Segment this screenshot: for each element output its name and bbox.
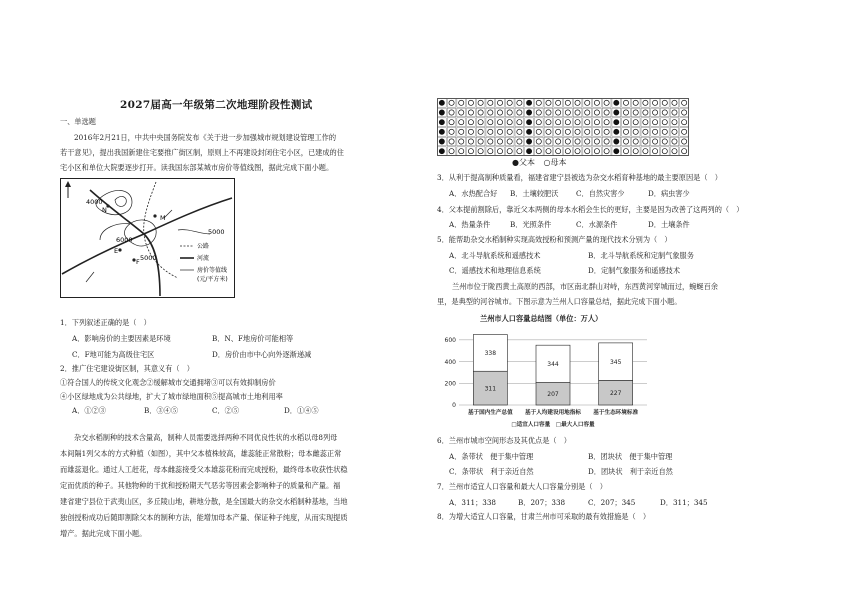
q3-stem: 3．从利于提高制种质量看，福建省建宁县被选为杂交水稻育种基地的最主要原因是（ ） bbox=[437, 173, 722, 182]
mother-plant-dot bbox=[536, 100, 541, 105]
mother-plant-dot bbox=[643, 149, 648, 154]
q2-choices-line-2: ④小区绿地成为公共绿地，扩大了城市绿地面积⑤提高城市土地利用率 bbox=[60, 392, 283, 401]
mother-plant-dot bbox=[468, 100, 473, 105]
mother-plant-dot bbox=[643, 129, 648, 134]
q6-option-d[interactable]: D．团块状 利于亲近自然 bbox=[588, 467, 673, 476]
mother-plant-dot bbox=[546, 100, 551, 105]
mother-plant-dot bbox=[507, 129, 512, 134]
mother-plant-dot bbox=[507, 100, 512, 105]
mother-plant-dot bbox=[594, 139, 599, 144]
q7-stem: 7．兰州市适宜人口容量和最大人口容量分别是（ ） bbox=[437, 482, 607, 491]
mother-plant-dot bbox=[604, 129, 609, 134]
q1-stem: 1．下列叙述正确的是（ ） bbox=[60, 318, 151, 327]
population-chart bbox=[437, 325, 657, 433]
point-e-label: E bbox=[114, 247, 119, 255]
mother-plant-dot bbox=[478, 149, 483, 154]
iso-label-5000-b: 5000 bbox=[140, 254, 157, 262]
page-title: 2027届高一年级第二次地理阶段性测试 bbox=[120, 99, 313, 111]
section-heading: 一、单选题 bbox=[60, 117, 96, 126]
mother-plant-dot bbox=[672, 120, 677, 125]
mother-plant-dot bbox=[594, 149, 599, 154]
y-tick-label: 200 bbox=[444, 380, 456, 388]
mother-plant-dot bbox=[517, 120, 522, 125]
father-plant-dot bbox=[439, 110, 444, 115]
mother-plant-dot bbox=[575, 120, 580, 125]
mother-plant-dot bbox=[468, 139, 473, 144]
mother-plant-dot bbox=[594, 129, 599, 134]
q6-stem: 6．兰州市城市空间形态及其优点是（ ） bbox=[437, 436, 571, 445]
father-plant-dot bbox=[614, 139, 619, 144]
x-category-label: 基于国内生产总值 bbox=[467, 410, 513, 416]
mother-plant-dot bbox=[604, 139, 609, 144]
mother-plant-dot bbox=[585, 100, 590, 105]
mother-plant-dot bbox=[623, 100, 628, 105]
mother-plant-dot bbox=[536, 149, 541, 154]
q1-option-a[interactable]: A．影响房价的主要因素是环境 bbox=[72, 334, 171, 343]
mother-plant-dot bbox=[459, 120, 464, 125]
mother-plant-dot bbox=[497, 110, 502, 115]
q1-option-d[interactable]: D．房价由市中心向外逐渐递减 bbox=[212, 350, 312, 359]
mother-plant-dot bbox=[623, 139, 628, 144]
q3-option-b[interactable]: B．土壤较肥沃 bbox=[510, 189, 559, 198]
father-plant-dot bbox=[526, 110, 531, 115]
mother-plant-dot bbox=[497, 139, 502, 144]
mother-plant-dot bbox=[488, 100, 493, 105]
q1-option-b[interactable]: B．N、F地房价可能相等 bbox=[212, 334, 294, 343]
mother-plant-dot bbox=[536, 120, 541, 125]
mother-plant-dot bbox=[633, 139, 638, 144]
mother-plant-dot bbox=[546, 129, 551, 134]
q5-option-d[interactable]: D．定制气象服务和遥感技术 bbox=[588, 266, 681, 275]
mother-plant-dot bbox=[633, 120, 638, 125]
mother-plant-dot bbox=[468, 120, 473, 125]
mother-plant-dot bbox=[497, 129, 502, 134]
mother-plant-dot bbox=[459, 129, 464, 134]
mother-plant-dot bbox=[497, 120, 502, 125]
mother-plant-dot bbox=[575, 139, 580, 144]
mother-plant-dot bbox=[682, 139, 687, 144]
q4-option-d[interactable]: D．土壤条件 bbox=[648, 220, 690, 229]
mother-plant-dot bbox=[662, 100, 667, 105]
mother-plant-dot bbox=[565, 100, 570, 105]
mother-plant-dot bbox=[652, 139, 657, 144]
point-m-label: M bbox=[160, 214, 166, 222]
mother-plant-dot bbox=[672, 129, 677, 134]
q4-option-c[interactable]: C．水源条件 bbox=[576, 220, 618, 229]
point-f-label: F bbox=[136, 258, 140, 266]
iso-label-4000: 4000 bbox=[86, 198, 103, 206]
intro2-line-2: 本间隔1列父本的方式种植（如图），其中父本植株较高，雄蕊能正常散粉；母本雌蕊正常 bbox=[60, 449, 342, 458]
mother-plant-dot bbox=[604, 149, 609, 154]
q3-option-d[interactable]: D．病虫害少 bbox=[648, 189, 690, 198]
mother-plant-dot bbox=[623, 129, 628, 134]
father-plant-dot bbox=[439, 100, 444, 105]
mother-plant-dot bbox=[459, 110, 464, 115]
mother-legend: ○母本 bbox=[543, 158, 567, 167]
mother-plant-dot bbox=[449, 100, 454, 105]
mother-plant-dot bbox=[459, 149, 464, 154]
mother-plant-dot bbox=[449, 139, 454, 144]
legend-isoline: 房价等值线 bbox=[197, 267, 228, 274]
mother-plant-dot bbox=[623, 110, 628, 115]
intro1-line-3: 宅小区和单位大院要逐步打开。读我国东部某城市房价等值线图，据此完成下面小题。 bbox=[60, 163, 334, 172]
mother-plant-dot bbox=[565, 129, 570, 134]
data-label-suitable: 311 bbox=[484, 385, 497, 393]
mother-plant-dot bbox=[507, 149, 512, 154]
mother-plant-dot bbox=[468, 129, 473, 134]
mother-plant-dot bbox=[449, 149, 454, 154]
q7-option-a[interactable]: A．311；338 bbox=[449, 498, 497, 507]
q7-option-c[interactable]: C．207；345 bbox=[588, 498, 636, 507]
legend-unit: (元/平方米) bbox=[197, 276, 228, 283]
mother-plant-dot bbox=[478, 139, 483, 144]
mother-plant-dot bbox=[662, 139, 667, 144]
x-category-label: 基于生态环境标准 bbox=[593, 410, 639, 416]
point-n-label: N bbox=[102, 206, 107, 214]
mother-plant-dot bbox=[585, 149, 590, 154]
mother-plant-dot bbox=[478, 110, 483, 115]
mother-plant-dot bbox=[643, 110, 648, 115]
mother-plant-dot bbox=[643, 100, 648, 105]
q2-choices-line-1: ①符合国人的传统文化观念②缓解城市交通拥堵③可以有效抑制房价 bbox=[60, 378, 276, 387]
q6-option-a[interactable]: A．条带状 便于集中管理 bbox=[449, 452, 534, 461]
mother-plant-dot bbox=[662, 120, 667, 125]
mother-plant-dot bbox=[488, 139, 493, 144]
mother-plant-dot bbox=[556, 120, 561, 125]
intro3-line-2: 里，是典型的河谷城市。下图示意为兰州人口容量总结，据此完成下面小题。 bbox=[437, 297, 682, 306]
grid-legend bbox=[512, 158, 567, 169]
mother-plant-dot bbox=[585, 120, 590, 125]
chart-legend: □适宜人口容量 □最大人口容量 bbox=[511, 422, 595, 428]
mother-plant-dot bbox=[594, 120, 599, 125]
mother-plant-dot bbox=[575, 100, 580, 105]
mother-plant-dot bbox=[585, 129, 590, 134]
mother-plant-dot bbox=[536, 139, 541, 144]
mother-plant-dot bbox=[585, 110, 590, 115]
q4-stem: 4．父本提前割除后，靠近父本两侧的母本水稻会生长的更好，主要是因为改善了这两列的（ ） bbox=[437, 205, 744, 214]
iso-label-6000: 6000 bbox=[116, 236, 133, 244]
father-plant-dot bbox=[439, 149, 444, 154]
mother-plant-dot bbox=[575, 129, 580, 134]
mother-plant-dot bbox=[652, 149, 657, 154]
mother-plant-dot bbox=[507, 110, 512, 115]
father-plant-dot bbox=[614, 110, 619, 115]
q8-stem: 8．为增大适宜人口容量，甘肃兰州市可采取的最有效措施是（ ） bbox=[437, 512, 651, 521]
mother-plant-dot bbox=[517, 139, 522, 144]
intro2-line-6: 独创授粉成功后随即割除父本的制种方法，能增加母本产量、保证种子纯度，从而实现提质 bbox=[60, 513, 348, 522]
mother-plant-dot bbox=[449, 120, 454, 125]
father-plant-dot bbox=[526, 120, 531, 125]
mother-plant-dot bbox=[604, 120, 609, 125]
father-plant-dot bbox=[526, 129, 531, 134]
mother-plant-dot bbox=[488, 120, 493, 125]
father-plant-dot bbox=[614, 129, 619, 134]
mother-plant-dot bbox=[459, 100, 464, 105]
q4-option-a[interactable]: A．热量条件 bbox=[449, 220, 491, 229]
y-tick-label: 0 bbox=[452, 402, 456, 410]
mother-plant-dot bbox=[536, 129, 541, 134]
mother-plant-dot bbox=[623, 120, 628, 125]
mother-plant-dot bbox=[633, 149, 638, 154]
mother-plant-dot bbox=[497, 149, 502, 154]
q5-stem: 5．能帮助杂交水稻制种实现高效授粉和预测产量的现代技术分别为（ ） bbox=[437, 235, 672, 244]
mother-plant-dot bbox=[546, 139, 551, 144]
intro2-line-5: 建省建宁县位于武夷山区，多丘陵山地，耕地分散，是全国最大的杂交水稻制种基地，当地 bbox=[60, 497, 348, 506]
mother-plant-dot bbox=[546, 120, 551, 125]
intro1-line-1: 2016年2月21日，中共中央国务院发布《关于进一步加强城市规划建设管理工作的 bbox=[74, 133, 337, 142]
father-plant-dot bbox=[526, 100, 531, 105]
mother-plant-dot bbox=[662, 110, 667, 115]
mother-plant-dot bbox=[507, 120, 512, 125]
mother-plant-dot bbox=[585, 139, 590, 144]
y-tick-label: 400 bbox=[444, 358, 456, 366]
q4-option-b[interactable]: B．光照条件 bbox=[510, 220, 552, 229]
chart-title: 兰州市人口容量总结图（单位：万人） bbox=[480, 314, 603, 323]
mother-plant-dot bbox=[517, 100, 522, 105]
q2-option-d[interactable]: D．①④⑤ bbox=[284, 406, 319, 415]
mother-plant-dot bbox=[575, 110, 580, 115]
mother-plant-dot bbox=[682, 149, 687, 154]
mother-plant-dot bbox=[652, 120, 657, 125]
father-legend: ●父本 bbox=[512, 158, 535, 167]
mother-plant-dot bbox=[488, 129, 493, 134]
mother-plant-dot bbox=[449, 129, 454, 134]
father-plant-dot bbox=[439, 139, 444, 144]
iso-label-5000-a: 5000 bbox=[208, 228, 225, 236]
mother-plant-dot bbox=[643, 120, 648, 125]
legend-road: 公路 bbox=[197, 243, 210, 250]
mother-plant-dot bbox=[478, 129, 483, 134]
mother-plant-dot bbox=[623, 149, 628, 154]
mother-plant-dot bbox=[459, 139, 464, 144]
mother-plant-dot bbox=[556, 139, 561, 144]
mother-plant-dot bbox=[556, 100, 561, 105]
mother-plant-dot bbox=[604, 100, 609, 105]
data-label-max: 338 bbox=[484, 350, 497, 358]
house-price-map bbox=[60, 178, 235, 298]
intro1-line-2: 若干意见》，提出我国新建住宅要推广街区制，原则上不再建设封闭住宅小区，已建成的住 bbox=[60, 148, 344, 157]
intro2-line-3: 而雄蕊退化。通过人工赶花，母本雌蕊接受父本雄蕊花粉而完成授粉，最终母本收获性状稳 bbox=[60, 465, 348, 474]
q1-option-c[interactable]: C．F地可能为高级住宅区 bbox=[72, 350, 155, 359]
mother-plant-dot bbox=[488, 110, 493, 115]
mother-plant-dot bbox=[672, 110, 677, 115]
mother-plant-dot bbox=[633, 110, 638, 115]
q2-stem: 2．推广住宅建设街区制，其意义有（ ） bbox=[60, 364, 194, 373]
y-tick-label: 600 bbox=[444, 337, 456, 345]
map-legend bbox=[178, 240, 233, 296]
data-label-max: 344 bbox=[547, 361, 559, 369]
mother-plant-dot bbox=[478, 100, 483, 105]
mother-plant-dot bbox=[575, 149, 580, 154]
mother-plant-dot bbox=[517, 110, 522, 115]
mother-plant-dot bbox=[652, 110, 657, 115]
mother-plant-dot bbox=[556, 110, 561, 115]
mother-plant-dot bbox=[546, 149, 551, 154]
mother-plant-dot bbox=[507, 139, 512, 144]
mother-plant-dot bbox=[652, 100, 657, 105]
q7-option-b[interactable]: B．207；338 bbox=[518, 498, 566, 507]
intro2-line-4: 定而优质的种子。其他物种的干扰和授粉期天气恶劣等因素会影响种子的质量和产量。福 bbox=[60, 481, 341, 490]
mother-plant-dot bbox=[565, 149, 570, 154]
mother-plant-dot bbox=[478, 120, 483, 125]
mother-plant-dot bbox=[633, 100, 638, 105]
q6-option-c[interactable]: C．条带状 利于亲近自然 bbox=[449, 467, 534, 476]
mother-plant-dot bbox=[594, 110, 599, 115]
intro2-line-1: 杂交水稻制种的技术含量高，制种人员需要选择两种不同优良性状的水稻以母8列母 bbox=[74, 433, 338, 442]
q5-option-b[interactable]: B．北斗导航系统和定制气象服务 bbox=[588, 251, 694, 260]
mother-plant-dot bbox=[594, 100, 599, 105]
mother-plant-dot bbox=[449, 110, 454, 115]
mother-plant-dot bbox=[565, 120, 570, 125]
q2-option-b[interactable]: B．③④⑤ bbox=[144, 406, 179, 415]
q2-option-c[interactable]: C．②⑤ bbox=[212, 406, 240, 415]
mother-plant-dot bbox=[652, 129, 657, 134]
q3-option-a[interactable]: A．水热配合好 bbox=[449, 189, 498, 198]
q7-option-d[interactable]: D．311；345 bbox=[660, 498, 708, 507]
mother-plant-dot bbox=[565, 139, 570, 144]
data-label-suitable: 227 bbox=[609, 389, 622, 397]
mother-plant-dot bbox=[682, 120, 687, 125]
planting-grid bbox=[437, 98, 689, 156]
mother-plant-dot bbox=[604, 110, 609, 115]
father-plant-dot bbox=[614, 120, 619, 125]
mother-plant-dot bbox=[536, 110, 541, 115]
x-category-label: 基于人均建设用地指标 bbox=[525, 410, 581, 416]
q5-option-a[interactable]: A．北斗导航系统和遥感技术 bbox=[449, 251, 541, 260]
father-plant-dot bbox=[526, 139, 531, 144]
father-plant-dot bbox=[526, 149, 531, 154]
mother-plant-dot bbox=[546, 110, 551, 115]
q2-option-a[interactable]: A．①②③ bbox=[72, 406, 106, 415]
intro3-line-1: 兰州市位于陇西黄土高原的西部，市区南北群山对峙，东西黄河穿城而过，蜿蜒百余 bbox=[452, 282, 718, 291]
mother-plant-dot bbox=[662, 149, 667, 154]
mother-plant-dot bbox=[488, 149, 493, 154]
mother-plant-dot bbox=[672, 149, 677, 154]
father-plant-dot bbox=[614, 100, 619, 105]
mother-plant-dot bbox=[468, 110, 473, 115]
mother-plant-dot bbox=[672, 139, 677, 144]
mother-plant-dot bbox=[672, 100, 677, 105]
q3-option-c[interactable]: C．自然灾害少 bbox=[576, 189, 625, 198]
intro2-line-7: 增产。据此完成下面小题。 bbox=[60, 529, 147, 538]
mother-plant-dot bbox=[682, 110, 687, 115]
mother-plant-dot bbox=[556, 129, 561, 134]
data-label-suitable: 207 bbox=[547, 390, 559, 398]
mother-plant-dot bbox=[643, 139, 648, 144]
father-plant-dot bbox=[439, 129, 444, 134]
mother-plant-dot bbox=[468, 149, 473, 154]
q5-option-c[interactable]: C．遥感技术和地理信息系统 bbox=[449, 266, 541, 275]
data-label-max: 345 bbox=[609, 358, 622, 366]
mother-plant-dot bbox=[662, 129, 667, 134]
mother-plant-dot bbox=[556, 149, 561, 154]
legend-river: 河流 bbox=[197, 255, 210, 262]
mother-plant-dot bbox=[682, 129, 687, 134]
father-plant-dot bbox=[614, 149, 619, 154]
father-plant-dot bbox=[439, 120, 444, 125]
mother-plant-dot bbox=[682, 100, 687, 105]
mother-plant-dot bbox=[565, 110, 570, 115]
q6-option-b[interactable]: B．团块状 便于集中管理 bbox=[588, 452, 673, 461]
mother-plant-dot bbox=[517, 129, 522, 134]
mother-plant-dot bbox=[517, 149, 522, 154]
mother-plant-dot bbox=[497, 100, 502, 105]
mother-plant-dot bbox=[633, 129, 638, 134]
